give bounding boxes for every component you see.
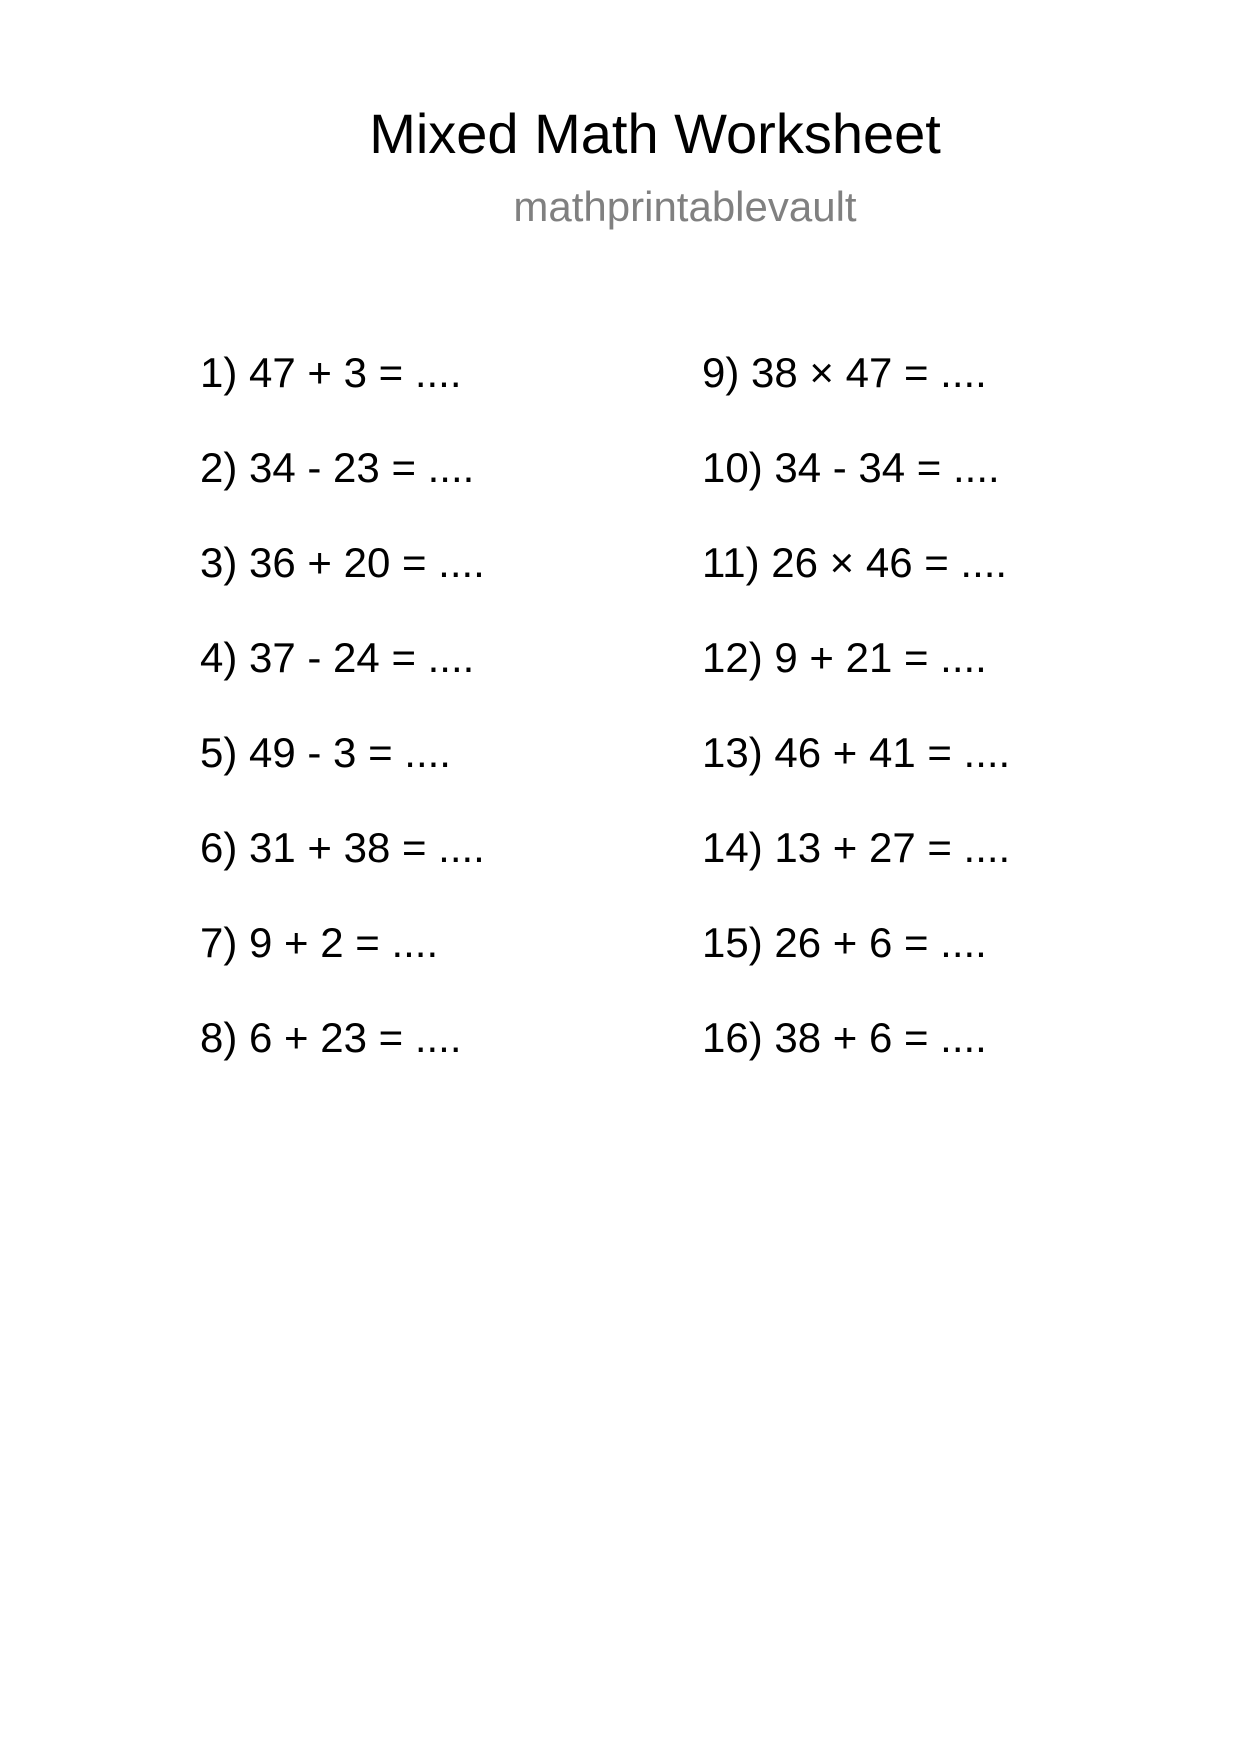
- problem-item: 11) 26 × 46 = ....: [702, 539, 1008, 586]
- problem-item: 15) 26 + 6 = ....: [702, 919, 987, 966]
- worksheet-subtitle: mathprintablevault: [513, 183, 857, 230]
- problem-item: 4) 37 - 24 = ....: [200, 634, 475, 681]
- problem-item: 6) 31 + 38 = ....: [200, 824, 485, 871]
- problem-item: 16) 38 + 6 = ....: [702, 1014, 987, 1061]
- problem-item: 12) 9 + 21 = ....: [702, 634, 987, 681]
- problem-item: 1) 47 + 3 = ....: [200, 349, 462, 396]
- problem-item: 13) 46 + 41 = ....: [702, 729, 1011, 776]
- problem-column-right: [702, 345, 1010, 1105]
- problem-item: 14) 13 + 27 = ....: [702, 824, 1011, 871]
- problem-item: 3) 36 + 20 = ....: [200, 539, 485, 586]
- problem-item: 8) 6 + 23 = ....: [200, 1014, 462, 1061]
- problem-item: 9) 38 × 47 = ....: [702, 349, 987, 396]
- problem-item: 5) 49 - 3 = ....: [200, 729, 451, 776]
- problem-column-left: [200, 345, 485, 1105]
- problem-item: 2) 34 - 23 = ....: [200, 444, 475, 491]
- problem-item: 10) 34 - 34 = ....: [702, 444, 1000, 491]
- worksheet-title: Mixed Math Worksheet: [369, 102, 941, 165]
- problem-item: 7) 9 + 2 = ....: [200, 919, 439, 966]
